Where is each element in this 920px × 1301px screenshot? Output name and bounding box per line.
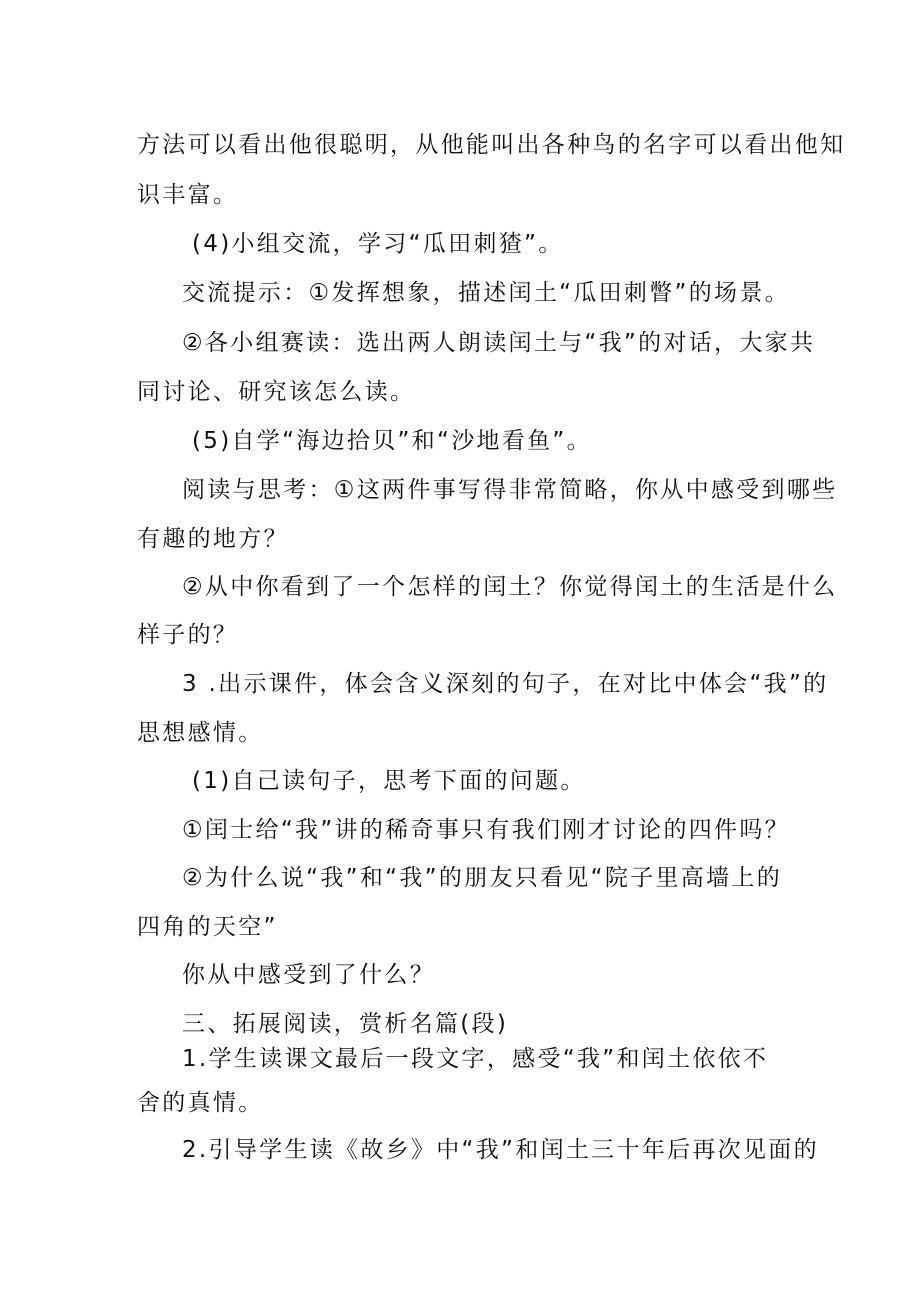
text-line-10: ②从中你看到了一个怎样的闰土？你觉得闰土的生活是什么 <box>182 574 838 600</box>
text-line-1: 方法可以看出他很聪明，从他能叫出各种鸟的名字可以看出他知 <box>137 132 846 158</box>
text-line-2: 识丰富。 <box>137 182 239 208</box>
text-line-15: ①闰士给“我”讲的稀奇事只有我们刚才讨论的四件吗？ <box>182 817 790 843</box>
text-line-21: 舍的真情。 <box>137 1090 264 1116</box>
text-line-14: (1)自己读句子，思考下面的问题。 <box>192 768 586 794</box>
text-line-11: 样子的？ <box>137 622 239 648</box>
text-line-3: (4)小组交流，学习“瓜田刺猹”。 <box>192 231 564 257</box>
text-line-9: 有趣的地方？ <box>137 526 289 552</box>
text-line-8: 阅读与思考：①这两件事写得非常简略，你从中感受到哪些 <box>182 477 838 503</box>
text-line-17: 四角的天空” <box>137 914 278 940</box>
text-line-5: ②各小组赛读：选出两人朗读闰土与“我”的对话，大家共 <box>182 330 816 356</box>
text-line-6: 同讨论、研究该怎么读。 <box>137 379 416 405</box>
text-line-13: 思想感情。 <box>137 720 264 746</box>
text-line-4: 交流提示：①发挥想象，描述闰土“瓜田刺瞥”的场景。 <box>182 280 790 306</box>
text-line-16: ②为什么说“我”和“我”的朋友只看见“院子里高墙上的 <box>182 865 782 891</box>
text-line-7: (5)自学“海边拾贝”和“沙地看鱼”。 <box>192 428 592 454</box>
text-line-12: 3 .出示课件，体会含义深刻的句子，在对比中体会“我”的 <box>182 671 829 697</box>
text-line-18: 你从中感受到了什么？ <box>182 962 435 988</box>
text-line-22: 2.引导学生读《故乡》中“我”和闰土三十年后再次见面的 <box>182 1137 819 1163</box>
text-line-20: 1.学生读课文最后一段文字，感受“我”和闰土依依不 <box>182 1046 769 1072</box>
text-line-19: 三、拓展阅读，赏析名篇(段) <box>182 1011 509 1037</box>
